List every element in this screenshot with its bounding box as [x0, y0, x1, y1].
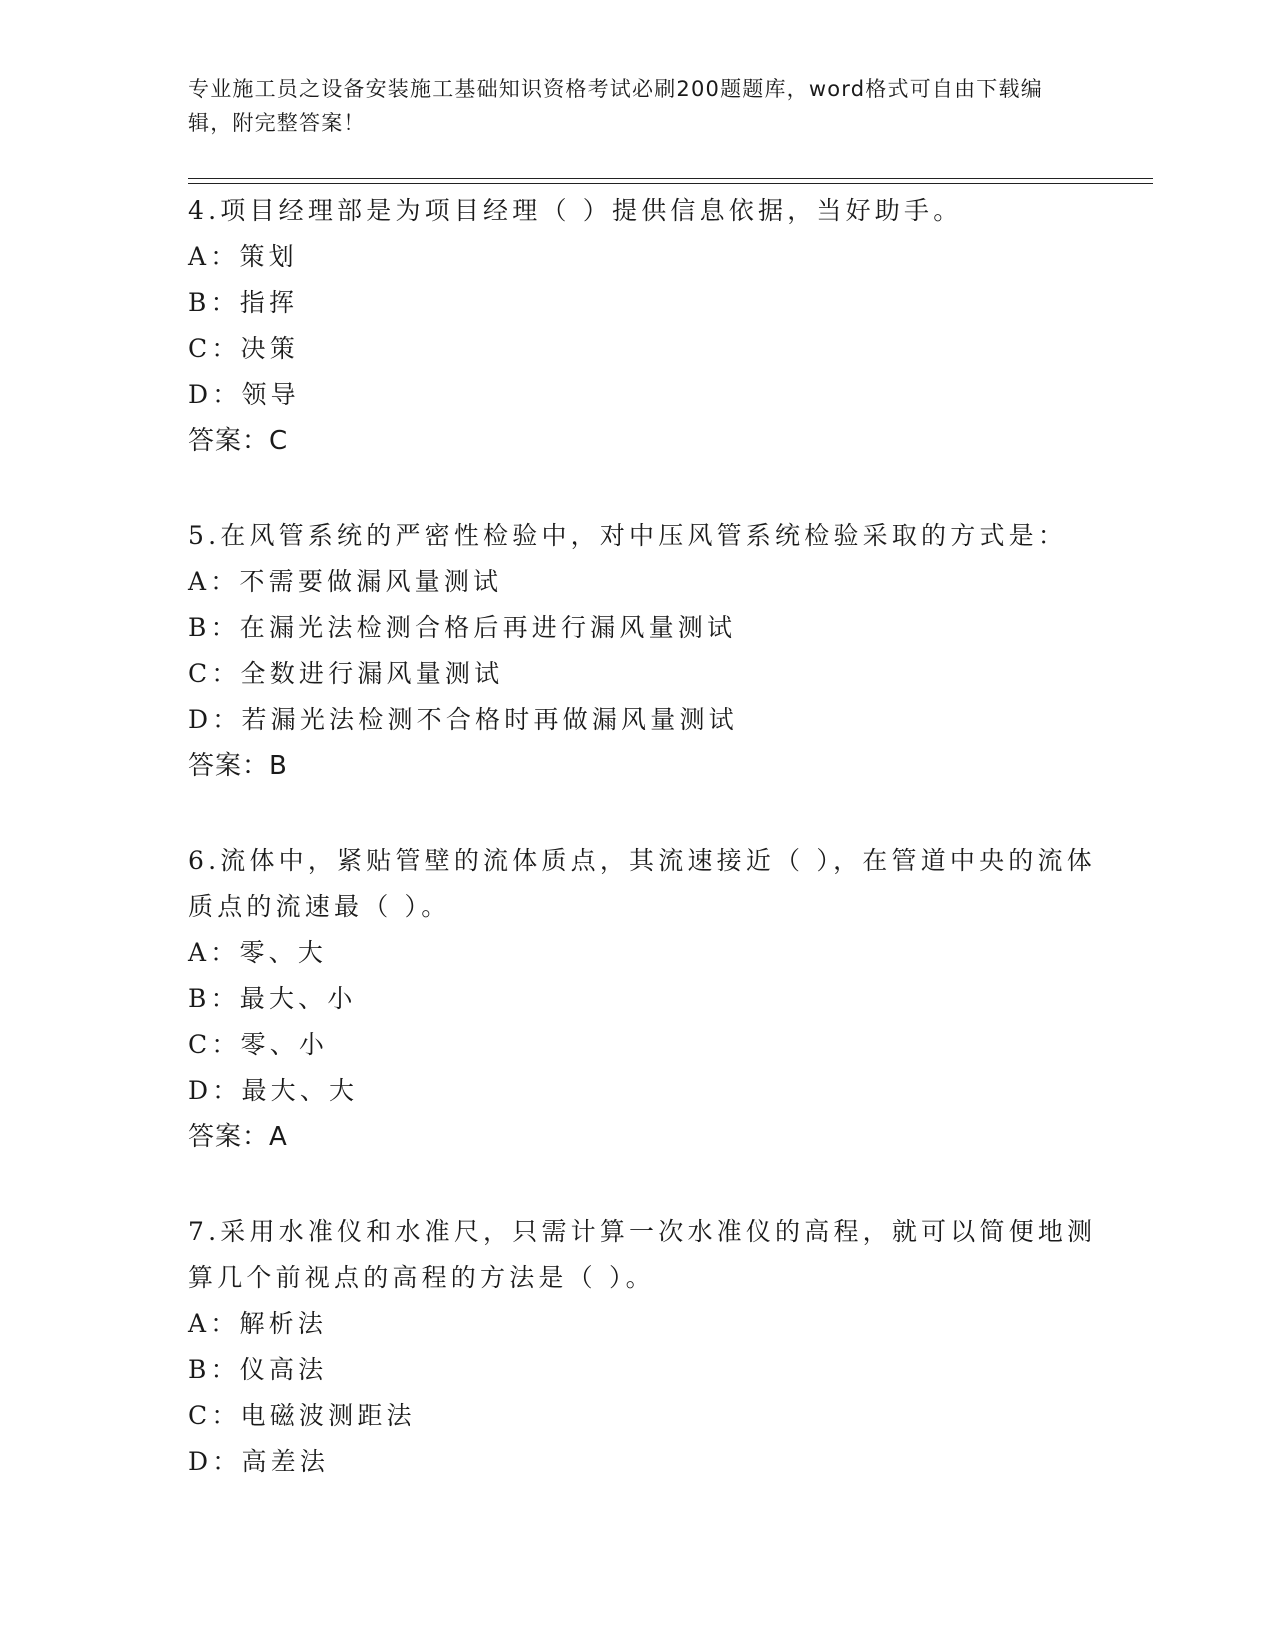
option-c: C：决策 — [188, 334, 299, 363]
option-c: C：全数进行漏风量测试 — [188, 659, 504, 688]
option-a: A：解析法 — [188, 1309, 328, 1338]
option-b: B：指挥 — [188, 288, 299, 317]
option-c: C：零、小 — [188, 1030, 329, 1059]
question-7 — [188, 1209, 1108, 1485]
header-divider-bottom — [188, 183, 1153, 184]
question-stem: 4.项目经理部是为项目经理（ ）提供信息依据，当好助手。 — [188, 196, 963, 225]
option-b: B：最大、小 — [188, 984, 357, 1013]
question-stem: 6.流体中，紧贴管壁的流体质点，其流速接近（ ），在管道中央的流体质点的流速最（ ）。 — [188, 846, 1096, 921]
question-stem: 7.采用水准仪和水准尺，只需计算一次水准仪的高程，就可以简便地测算几个前视点的高程的方法是（ ）。 — [188, 1217, 1097, 1292]
question-4 — [188, 188, 1108, 464]
option-c: C：电磁波测距法 — [188, 1401, 416, 1430]
question-stem: 5.在风管系统的严密性检验中，对中压风管系统检验采取的方式是： — [188, 521, 1068, 550]
question-5 — [188, 513, 1108, 789]
option-a: A：零、大 — [188, 938, 328, 967]
option-b: B：仪高法 — [188, 1355, 328, 1384]
option-a: A：策划 — [188, 242, 298, 271]
answer-line: 答案：B — [188, 751, 288, 781]
answer-line: 答案：A — [188, 1122, 288, 1152]
option-a: A：不需要做漏风量测试 — [188, 567, 503, 596]
header-divider-top — [188, 178, 1153, 179]
option-d: D：若漏光法检测不合格时再做漏风量测试 — [188, 705, 738, 734]
option-d: D：高差法 — [188, 1447, 330, 1476]
option-d: D：最大、大 — [188, 1076, 359, 1105]
question-list — [188, 188, 1108, 1534]
option-b: B：在漏光法检测合格后再进行漏风量测试 — [188, 613, 737, 642]
answer-line: 答案：C — [188, 426, 289, 456]
option-d: D：领导 — [188, 380, 300, 409]
question-6 — [188, 838, 1108, 1160]
document-header: 专业施工员之设备安装施工基础知识资格考试必刷200题题库，word格式可自由下载编辑，附完整答案！ — [188, 77, 1043, 135]
